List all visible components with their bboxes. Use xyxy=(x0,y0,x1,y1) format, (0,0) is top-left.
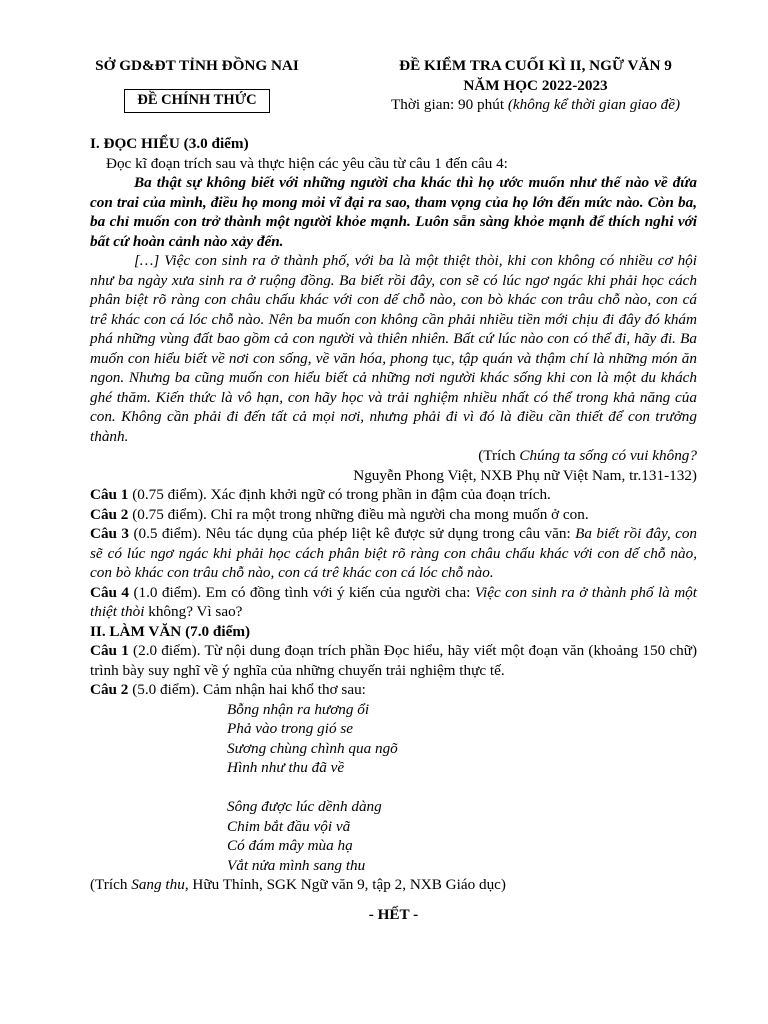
passage-source-line2: Nguyễn Phong Việt, NXB Phụ nữ Việt Nam, tr.131-132) xyxy=(353,466,697,484)
question-label: Câu 1 xyxy=(90,642,129,659)
poem-source-prefix: (Trích xyxy=(90,876,132,893)
passage-italic: […] Việc con sinh ra ở thành phố, với ba là một thiệt thòi, khi con không có nhiều cơ hội như ba ngày xưa sinh ra ở ruộng đồng. Ba biết rồi đây, con sẽ có lúc ngơ ngác khi phải học cách phân biệt rõ ràng con châu chấu khác với con dế chỗ nào, con bò khác con trâu chỗ nào, con cá trê khác con cá lóc chỗ nào. Nên ba muốn con không cần phải nhiều tiền mới chịu đi đây đó khám phá những vùng đất bao gồm cả con người và thiên nhiên. Bất cứ lúc nào con có thể đi, hãy đi. Ba muốn con hiểu biết về nơi con sống, về văn hóa, phong tục, tập quán và thậm chí là những món ăn ngon. Nhưng ba cũng muốn con hiểu biết cả những nơi người khác sống khi con là một du khách ghé thăm. Kiến thức là vô hạn, con hãy học và trải nghiệm nhiều nhất có thể trong khả năng của con. Không cần phải đi đến tất cả mọi nơi, nhưng phải đi vì đó là điều cần thiết để con trưởng thành. xyxy=(90,252,697,445)
question-label: Câu 4 xyxy=(90,583,130,601)
passage-source xyxy=(90,446,697,466)
exam-title: ĐỀ KIỂM TRA CUỐI KÌ II, NGỮ VĂN 9 xyxy=(399,57,672,74)
part1-heading: I. ĐỌC HIỂU (3.0 điểm) xyxy=(90,135,249,152)
header-right xyxy=(368,56,703,115)
poem-line: Chim bắt đầu vội vã xyxy=(227,817,351,835)
poem-line: Vắt nửa mình sang thu xyxy=(227,856,366,874)
question-tail: không? Vì sao? xyxy=(144,603,243,620)
poem-line: Bỗng nhận ra hương ổi xyxy=(227,700,370,718)
department-name: SỞ GD&ĐT TỈNH ĐỒNG NAI xyxy=(95,57,299,74)
question-quote: Việc con sinh ra ở thành phố là một thiệt thòi xyxy=(90,583,697,620)
school-year: NĂM HỌC 2022-2023 xyxy=(463,76,608,94)
question-text: (1.0 điểm). Em có đồng tình với ý kiến của người cha: xyxy=(129,583,475,601)
writing-question-2 xyxy=(90,680,697,700)
poem-source-rest: , Hữu Thỉnh, SGK Ngữ văn 9, tập 2, NXB Giáo dục) xyxy=(184,876,506,893)
poem-source-title: Sang thu xyxy=(131,876,185,893)
question-quote: Ba biết rồi đây, con sẽ có lúc ngơ ngác khi phải học cách phân biệt rõ ràng con châu chấu khác với con dế chỗ nào, con bò khác con trâu chỗ nào, con cá trê khác con cá lóc chỗ nào. xyxy=(90,525,698,581)
part1-instruction: Đọc kĩ đoạn trích sau và thực hiện các yêu cầu từ câu 1 đến câu 4: xyxy=(106,154,508,172)
question-text: (0.5 điểm). Nêu tác dụng của phép liệt kê được sử dụng trong câu văn: xyxy=(129,525,576,542)
exam-content xyxy=(90,134,697,924)
exam-time xyxy=(368,95,703,115)
stanza-gap xyxy=(227,778,697,798)
part2-heading: II. LÀM VĂN (7.0 điểm) xyxy=(90,622,251,640)
question-label: Câu 3 xyxy=(90,525,130,542)
poem-line: Hình như thu đã về xyxy=(227,759,345,776)
header-left xyxy=(72,56,322,113)
question-4 xyxy=(90,583,697,622)
time-note: (không kể thời gian giao đề) xyxy=(507,96,681,113)
question-3 xyxy=(90,524,697,583)
question-label: Câu 1 xyxy=(90,486,129,503)
passage-bold: Ba thật sự không biết với những người cha khác thì họ ước muốn như thế nào về đứa con trai của mình, điều họ mong mỏi vĩ đại ra sao, tham vọng của họ lớn đến mức nào. Còn ba, ba chỉ muốn con trở thành một người khỏe mạnh. Luôn sẵn sàng khỏe mạnh để thích nghi với bất cứ hoàn cảnh nào xảy đến. xyxy=(90,174,697,250)
source-title: Chúng ta sống có vui không? xyxy=(519,447,697,464)
poem-line: Phả vào trong gió se xyxy=(227,720,353,737)
question-text: (5.0 điểm). Cảm nhận hai khổ thơ sau: xyxy=(128,681,366,698)
question-text: (0.75 điểm). Chỉ ra một trong những điều mà người cha mong muốn ở con. xyxy=(128,505,589,523)
question-text: (2.0 điểm). Từ nội dung đoạn trích phần Đọc hiểu, hãy viết một đoạn văn (khoảng 150 chữ) trình bày suy nghĩ về ý nghĩa của những chuyến trải nghiệm thực tế. xyxy=(90,642,698,679)
question-2 xyxy=(90,505,697,525)
poem-source xyxy=(90,875,697,895)
poem-line: Sông được lúc dềnh dàng xyxy=(227,798,382,815)
poem-line: Sương chùng chình qua ngõ xyxy=(227,739,398,757)
time-label: Thời gian: 90 phút xyxy=(390,96,508,113)
end-marker: - HẾT - xyxy=(368,905,419,923)
question-text: (0.75 điểm). Xác định khởi ngữ có trong phần in đậm của đoạn trích. xyxy=(128,486,551,503)
writing-question-1 xyxy=(90,641,697,680)
official-label: ĐỀ CHÍNH THỨC xyxy=(124,89,269,114)
question-label: Câu 2 xyxy=(90,505,129,523)
poem xyxy=(227,700,697,876)
source-prefix: (Trích xyxy=(478,447,520,464)
poem-line: Có đám mây mùa hạ xyxy=(227,837,353,854)
question-label: Câu 2 xyxy=(90,681,129,698)
question-1 xyxy=(90,485,697,505)
